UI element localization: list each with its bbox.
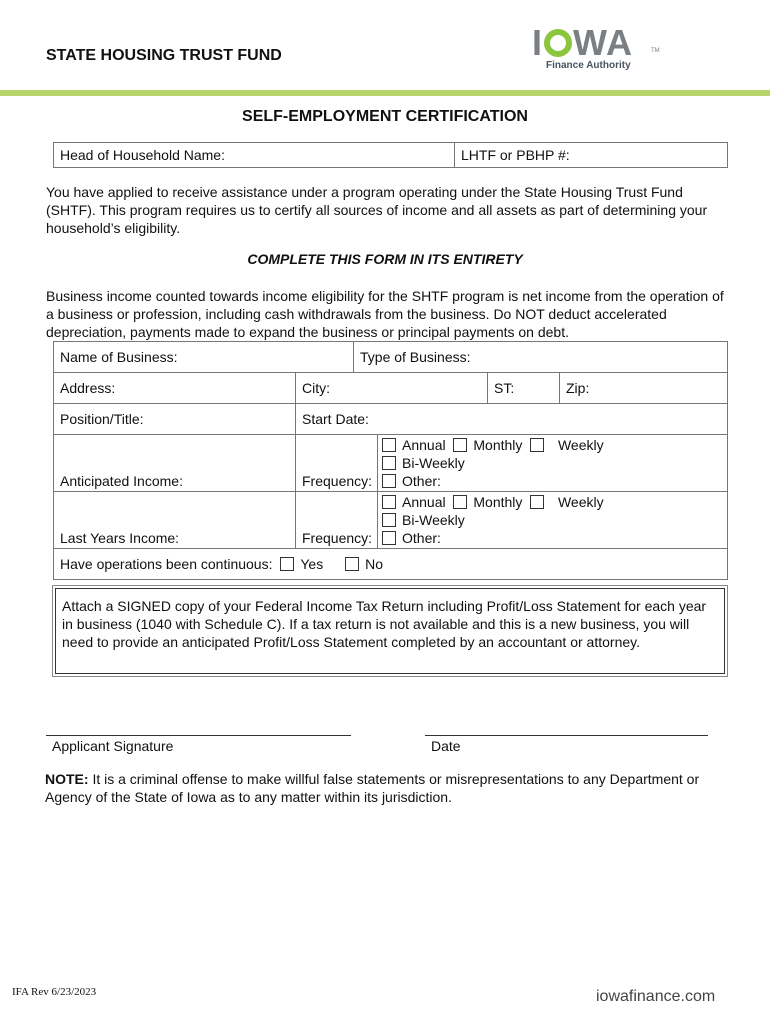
anticipated-frequency-cell [296, 435, 378, 492]
state-label: ST: [494, 380, 515, 396]
anticipated-weekly-checkbox[interactable] [530, 438, 544, 452]
household-table [53, 142, 728, 168]
last-years-frequency-options [378, 492, 728, 549]
website-label: iowafinance.com [596, 988, 716, 1005]
iowa-finance-logo [532, 22, 662, 74]
last-years-monthly-checkbox[interactable] [453, 495, 467, 509]
anticipated-other-checkbox[interactable] [382, 474, 396, 488]
note-label: NOTE: [45, 771, 89, 787]
lhtf-field[interactable] [455, 143, 728, 168]
header-divider [0, 90, 770, 96]
head-of-household-label: Head of Household Name: [60, 147, 225, 163]
last-years-frequency-cell [296, 492, 378, 549]
continuous-no-checkbox[interactable] [345, 557, 359, 571]
last-years-weekly-checkbox[interactable] [530, 495, 544, 509]
start-date-label: Start Date: [302, 411, 369, 427]
last-years-biweekly-label: Bi-Weekly [402, 512, 465, 528]
city-label: City: [302, 380, 330, 396]
anticipated-annual-checkbox[interactable] [382, 438, 396, 452]
business-name-field[interactable] [54, 342, 354, 373]
last-years-frequency-label: Frequency: [302, 530, 373, 546]
anticipated-income-field[interactable] [54, 435, 296, 492]
intro-paragraph: You have applied to receive assistance under a program operating under the State Housing Trust Fund (SHTF). This program requires us to certify all sources of income and all assets as part of determining your household’s eligibility. [46, 184, 708, 236]
attach-instructions-text: Attach a SIGNED copy of your Federal Income Tax Return including Profit/Loss Statement for each year in business (1040 with Schedule C). If a tax return is not available and this is a new business, you will need to provide an anticipated Profit/Loss Statement completed by an accountant or attorney. [55, 588, 725, 674]
zip-label: Zip: [566, 380, 590, 396]
last-years-annual-label: Annual [402, 494, 446, 510]
position-field[interactable] [54, 404, 296, 435]
city-field[interactable] [296, 373, 488, 404]
anticipated-biweekly-label: Bi-Weekly [402, 455, 465, 471]
business-table [53, 341, 728, 580]
date-label: Date [431, 738, 461, 754]
revision-label: IFA Rev 6/23/2023 [12, 986, 97, 998]
last-years-other-checkbox[interactable] [382, 531, 396, 545]
business-type-label: Type of Business: [360, 349, 471, 365]
note-paragraph [45, 770, 735, 806]
lhtf-label: LHTF or PBHP #: [461, 147, 570, 163]
address-field[interactable] [54, 373, 296, 404]
last-years-biweekly-checkbox[interactable] [382, 513, 396, 527]
continuous-yes-checkbox[interactable] [280, 557, 294, 571]
continuous-no-label: No [365, 556, 384, 572]
note-text: It is a criminal offense to make willful false statements or misrepresentations to any Department or Agency of the State of Iowa as to any matter within its jurisdiction. [45, 771, 700, 805]
state-field[interactable] [488, 373, 560, 404]
business-type-field[interactable] [354, 342, 728, 373]
logo-subtitle: Finance Authority [546, 60, 631, 71]
business-name-label: Name of Business: [60, 349, 178, 365]
complete-notice: COMPLETE THIS FORM IN ITS ENTIRETY [247, 251, 523, 267]
applicant-signature-label: Applicant Signature [52, 738, 174, 754]
anticipated-frequency-label: Frequency: [302, 473, 373, 489]
attach-instructions-box [52, 585, 728, 677]
logo-ring-icon [544, 29, 572, 57]
last-years-income-field[interactable] [54, 492, 296, 549]
last-years-annual-checkbox[interactable] [382, 495, 396, 509]
anticipated-income-label: Anticipated Income: [60, 473, 183, 489]
position-label: Position/Title: [60, 411, 144, 427]
anticipated-annual-label: Annual [402, 437, 446, 453]
anticipated-monthly-checkbox[interactable] [453, 438, 467, 452]
anticipated-other-label: Other: [402, 473, 441, 489]
anticipated-weekly-label: Weekly [557, 437, 604, 453]
last-years-monthly-label: Monthly [473, 494, 523, 510]
continuous-operations-row [54, 549, 728, 580]
business-income-paragraph: Business income counted towards income eligibility for the SHTF program is net income from the operation of a business or profession, including cash withdrawals from the business. Do NOT deduct accelerated depreciation, payments made to expand the business or principal payments on debt. [46, 288, 724, 340]
anticipated-biweekly-checkbox[interactable] [382, 456, 396, 470]
last-years-weekly-label: Weekly [557, 494, 604, 510]
continuous-yes-label: Yes [300, 556, 324, 572]
address-label: Address: [60, 380, 116, 396]
continuous-operations-label: Have operations been continuous: [60, 556, 273, 572]
logo-trademark: TM [651, 48, 660, 54]
applicant-signature-line[interactable] [46, 735, 351, 736]
logo-wordmark: I WA [532, 22, 634, 63]
form-title: SELF-EMPLOYMENT CERTIFICATION [242, 108, 528, 125]
date-line[interactable] [425, 735, 708, 736]
zip-field[interactable] [560, 373, 728, 404]
fund-title: STATE HOUSING TRUST FUND [46, 47, 282, 64]
last-years-other-label: Other: [402, 530, 441, 546]
head-of-household-field[interactable] [54, 143, 455, 168]
last-years-income-label: Last Years Income: [60, 530, 180, 546]
start-date-field[interactable] [296, 404, 728, 435]
anticipated-monthly-label: Monthly [473, 437, 523, 453]
anticipated-frequency-options [378, 435, 728, 492]
